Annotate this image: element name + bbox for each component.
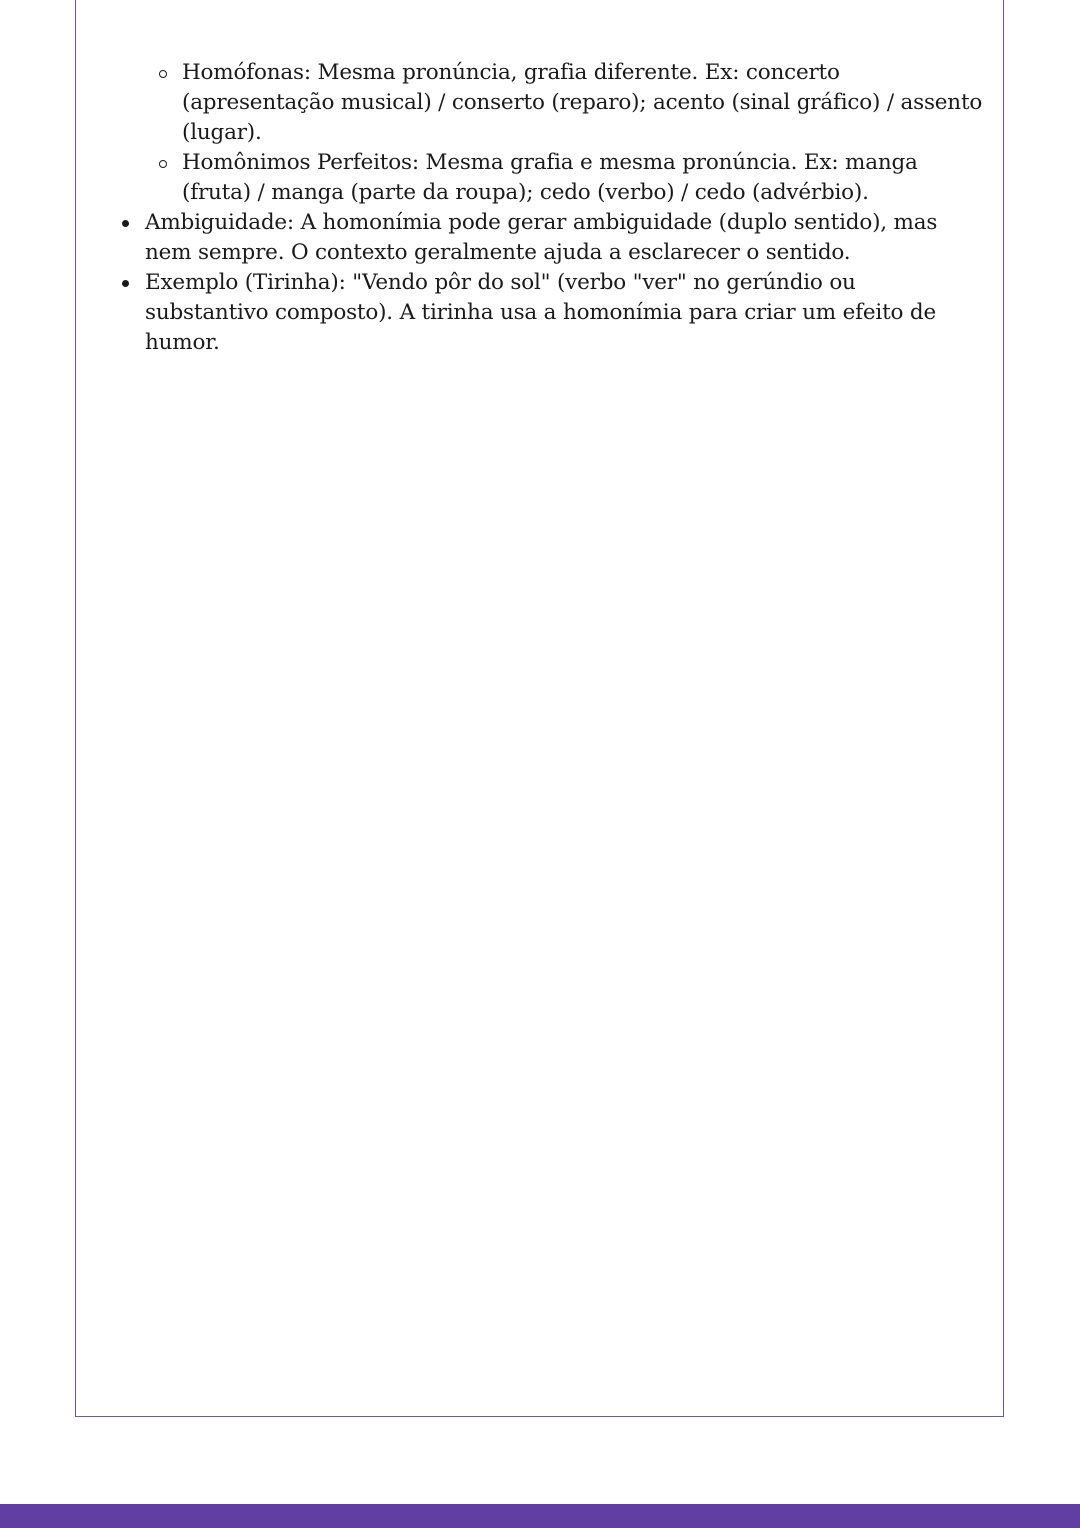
hollow-bullet-icon <box>159 160 167 168</box>
sub-bullet-list <box>113 58 983 208</box>
footer-bar <box>0 1504 1080 1528</box>
document-content <box>113 58 983 358</box>
filled-bullet-icon <box>122 220 129 227</box>
list-item-ambiguidade <box>113 208 983 268</box>
list-item-exemplo-tirinha <box>113 268 983 358</box>
list-item-text: Exemplo (Tirinha): "Vendo pôr do sol" (verbo "ver" no gerúndio ou substantivo composto). A tirinha usa a homonímia para criar um efeito de humor. <box>145 270 936 355</box>
list-item-text: Ambiguidade: A homonímia pode gerar ambiguidade (duplo sentido), mas nem sempre. O contexto geralmente ajuda a esclarecer o sentido. <box>145 210 938 265</box>
bullet-list <box>113 58 983 358</box>
sub-list-item-homonimos-perfeitos <box>113 148 983 208</box>
nested-list-container <box>113 58 983 208</box>
sub-list-item-text: Homônimos Perfeitos: Mesma grafia e mesma pronúncia. Ex: manga (fruta) / manga (parte da roupa); cedo (verbo) / cedo (advérbio). <box>182 150 918 205</box>
filled-bullet-icon <box>122 280 129 287</box>
hollow-bullet-icon <box>159 70 167 78</box>
sub-list-item-text: Homófonas: Mesma pronúncia, grafia diferente. Ex: concerto (apresentação musical) / conserto (reparo); acento (sinal gráfico) / assento (lugar). <box>182 60 983 145</box>
sub-list-item-homofonas <box>113 58 983 148</box>
